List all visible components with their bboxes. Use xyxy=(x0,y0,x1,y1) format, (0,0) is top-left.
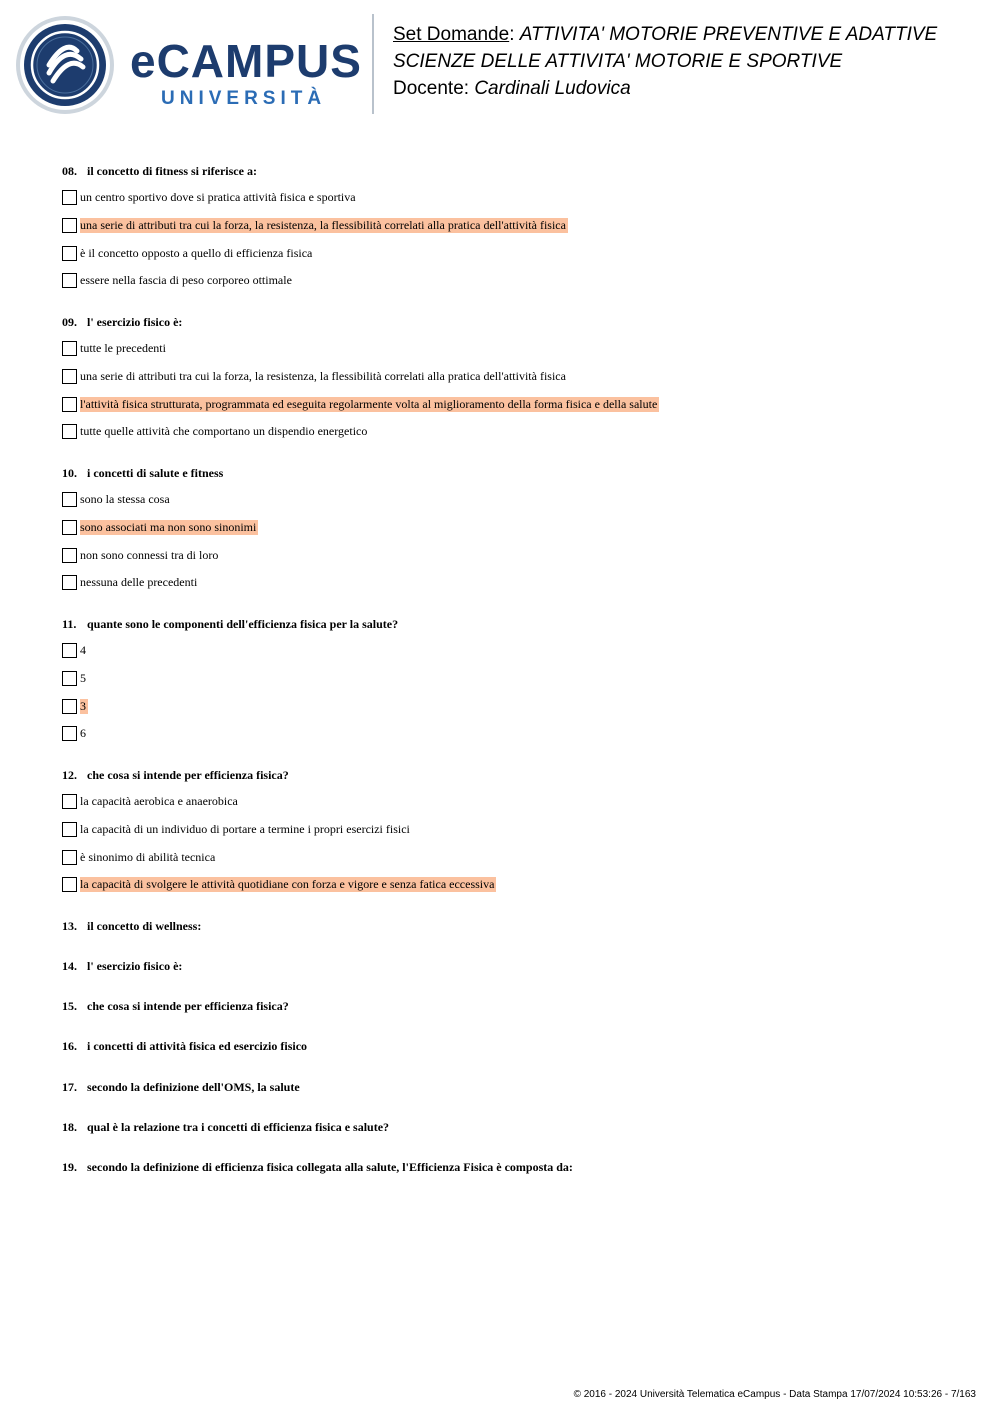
docente-name: Cardinali Ludovica xyxy=(474,78,631,99)
question-text: che cosa si intende per efficienza fisica? xyxy=(87,768,289,782)
question-heading xyxy=(62,959,182,974)
answer-text: nessuna delle precedenti xyxy=(80,575,198,589)
answer-text: 5 xyxy=(80,671,86,685)
answer-text: un centro sportivo dove si pratica attività fisica e sportiva xyxy=(80,190,356,204)
question-text: l' esercizio fisico è: xyxy=(87,959,183,973)
question-text: secondo la definizione dell'OMS, la salute xyxy=(87,1080,300,1094)
ecampus-wordmark: eCAMPUS xyxy=(130,35,362,87)
question-text: secondo la definizione di efficienza fisica collegata alla salute, l'Efficienza Fisica è composta da: xyxy=(87,1160,573,1174)
answer-checkbox[interactable] xyxy=(62,341,77,356)
answer-text: sono la stessa cosa xyxy=(80,492,170,506)
answer-checkbox[interactable] xyxy=(62,218,77,233)
answer-checkbox[interactable] xyxy=(62,726,77,741)
set-title-line: Set Domande: ATTIVITA' MOTORIE PREVENTIVE E ADATTIVE xyxy=(393,24,938,45)
answer-text: tutte le precedenti xyxy=(80,341,166,355)
answer-text-highlighted: una serie di attributi tra cui la forza, la resistenza, la flessibilità correlati alla pratica dell'attività fisica xyxy=(80,218,566,232)
answer-checkbox[interactable] xyxy=(62,397,77,412)
page-footer: © 2016 - 2024 Università Telematica eCampus - Data Stampa 17/07/2024 10:53:26 - 7/163 xyxy=(573,1389,976,1400)
answer-checkbox[interactable] xyxy=(62,424,77,439)
header-divider xyxy=(372,14,374,114)
answer-checkbox[interactable] xyxy=(62,492,77,507)
answer-text: la capacità aerobica e anaerobica xyxy=(80,794,238,808)
question-number: 08. xyxy=(62,164,77,178)
question-text: il concetto di wellness: xyxy=(87,919,202,933)
question-heading xyxy=(62,768,289,783)
question-heading xyxy=(62,1120,389,1135)
question-heading xyxy=(62,999,289,1014)
question-text: qual è la relazione tra i concetti di efficienza fisica e salute? xyxy=(87,1120,390,1134)
answer-checkbox[interactable] xyxy=(62,575,77,590)
answer-checkbox[interactable] xyxy=(62,190,77,205)
question-heading xyxy=(62,919,201,934)
question-heading xyxy=(62,1039,307,1054)
answer-checkbox[interactable] xyxy=(62,822,77,837)
docente-label: Docente: xyxy=(393,78,470,99)
answer-text: non sono connessi tra di loro xyxy=(80,548,219,562)
question-text: quante sono le componenti dell'efficienza fisica per la salute? xyxy=(87,617,399,631)
answer-text: è il concetto opposto a quello di efficienza fisica xyxy=(80,246,313,260)
question-number: 10. xyxy=(62,466,77,480)
answer-checkbox[interactable] xyxy=(62,369,77,384)
question-number: 09. xyxy=(62,315,77,329)
answer-text-highlighted: 3 xyxy=(80,699,86,713)
question-number: 15. xyxy=(62,999,77,1013)
question-heading xyxy=(62,466,223,481)
universita-wordmark: UNIVERSITÀ xyxy=(161,88,327,109)
answer-text: 4 xyxy=(80,643,86,657)
answer-text-highlighted: l'attività fisica strutturata, programmata ed eseguita regolarmente volta al miglioramento della forma fisica e della salute xyxy=(80,397,658,411)
question-number: 16. xyxy=(62,1039,77,1053)
answer-checkbox[interactable] xyxy=(62,643,77,658)
question-number: 18. xyxy=(62,1120,77,1134)
answer-text-highlighted: la capacità di svolgere le attività quotidiane con forza e vigore e senza fatica eccessiva xyxy=(80,877,495,891)
answer-checkbox[interactable] xyxy=(62,699,77,714)
answer-text: una serie di attributi tra cui la forza, la resistenza, la flessibilità correlati alla pratica dell'attività fisica xyxy=(80,369,566,383)
question-text: i concetti di salute e fitness xyxy=(87,466,224,480)
answer-checkbox[interactable] xyxy=(62,850,77,865)
answer-checkbox[interactable] xyxy=(62,548,77,563)
docente-line xyxy=(393,75,631,102)
question-text: il concetto di fitness si riferisce a: xyxy=(87,164,257,178)
answer-text: è sinonimo di abilità tecnica xyxy=(80,850,216,864)
answer-text: tutte quelle attività che comportano un dispendio energetico xyxy=(80,424,368,438)
set-label: Set Domande xyxy=(393,24,510,45)
answer-checkbox[interactable] xyxy=(62,877,77,892)
answer-text: la capacità di un individuo di portare a termine i propri esercizi fisici xyxy=(80,822,410,836)
question-heading xyxy=(62,617,398,632)
question-number: 11. xyxy=(62,617,77,631)
answer-text-highlighted: sono associati ma non sono sinonimi xyxy=(80,520,257,534)
question-heading xyxy=(62,1080,300,1095)
set-title: ATTIVITA' MOTORIE PREVENTIVE E ADATTIVE xyxy=(519,24,938,45)
course-subtitle: SCIENZE DELLE ATTIVITA' MOTORIE E SPORTIVE xyxy=(393,51,843,72)
question-number: 12. xyxy=(62,768,77,782)
answer-checkbox[interactable] xyxy=(62,520,77,535)
question-heading xyxy=(62,315,182,330)
answer-checkbox[interactable] xyxy=(62,794,77,809)
answer-text: essere nella fascia di peso corporeo ottimale xyxy=(80,273,292,287)
question-heading xyxy=(62,164,257,179)
question-number: 17. xyxy=(62,1080,77,1094)
question-heading xyxy=(62,1160,573,1175)
question-text: i concetti di attività fisica ed esercizio fisico xyxy=(87,1039,308,1053)
ecampus-emblem-logo xyxy=(15,15,115,115)
answer-checkbox[interactable] xyxy=(62,246,77,261)
question-text: l' esercizio fisico è: xyxy=(87,315,183,329)
question-number: 13. xyxy=(62,919,77,933)
page-header xyxy=(0,0,1000,130)
answer-checkbox[interactable] xyxy=(62,273,77,288)
question-number: 14. xyxy=(62,959,77,973)
question-text: che cosa si intende per efficienza fisica? xyxy=(87,999,289,1013)
answer-checkbox[interactable] xyxy=(62,671,77,686)
answer-text: 6 xyxy=(80,726,86,740)
question-number: 19. xyxy=(62,1160,77,1174)
